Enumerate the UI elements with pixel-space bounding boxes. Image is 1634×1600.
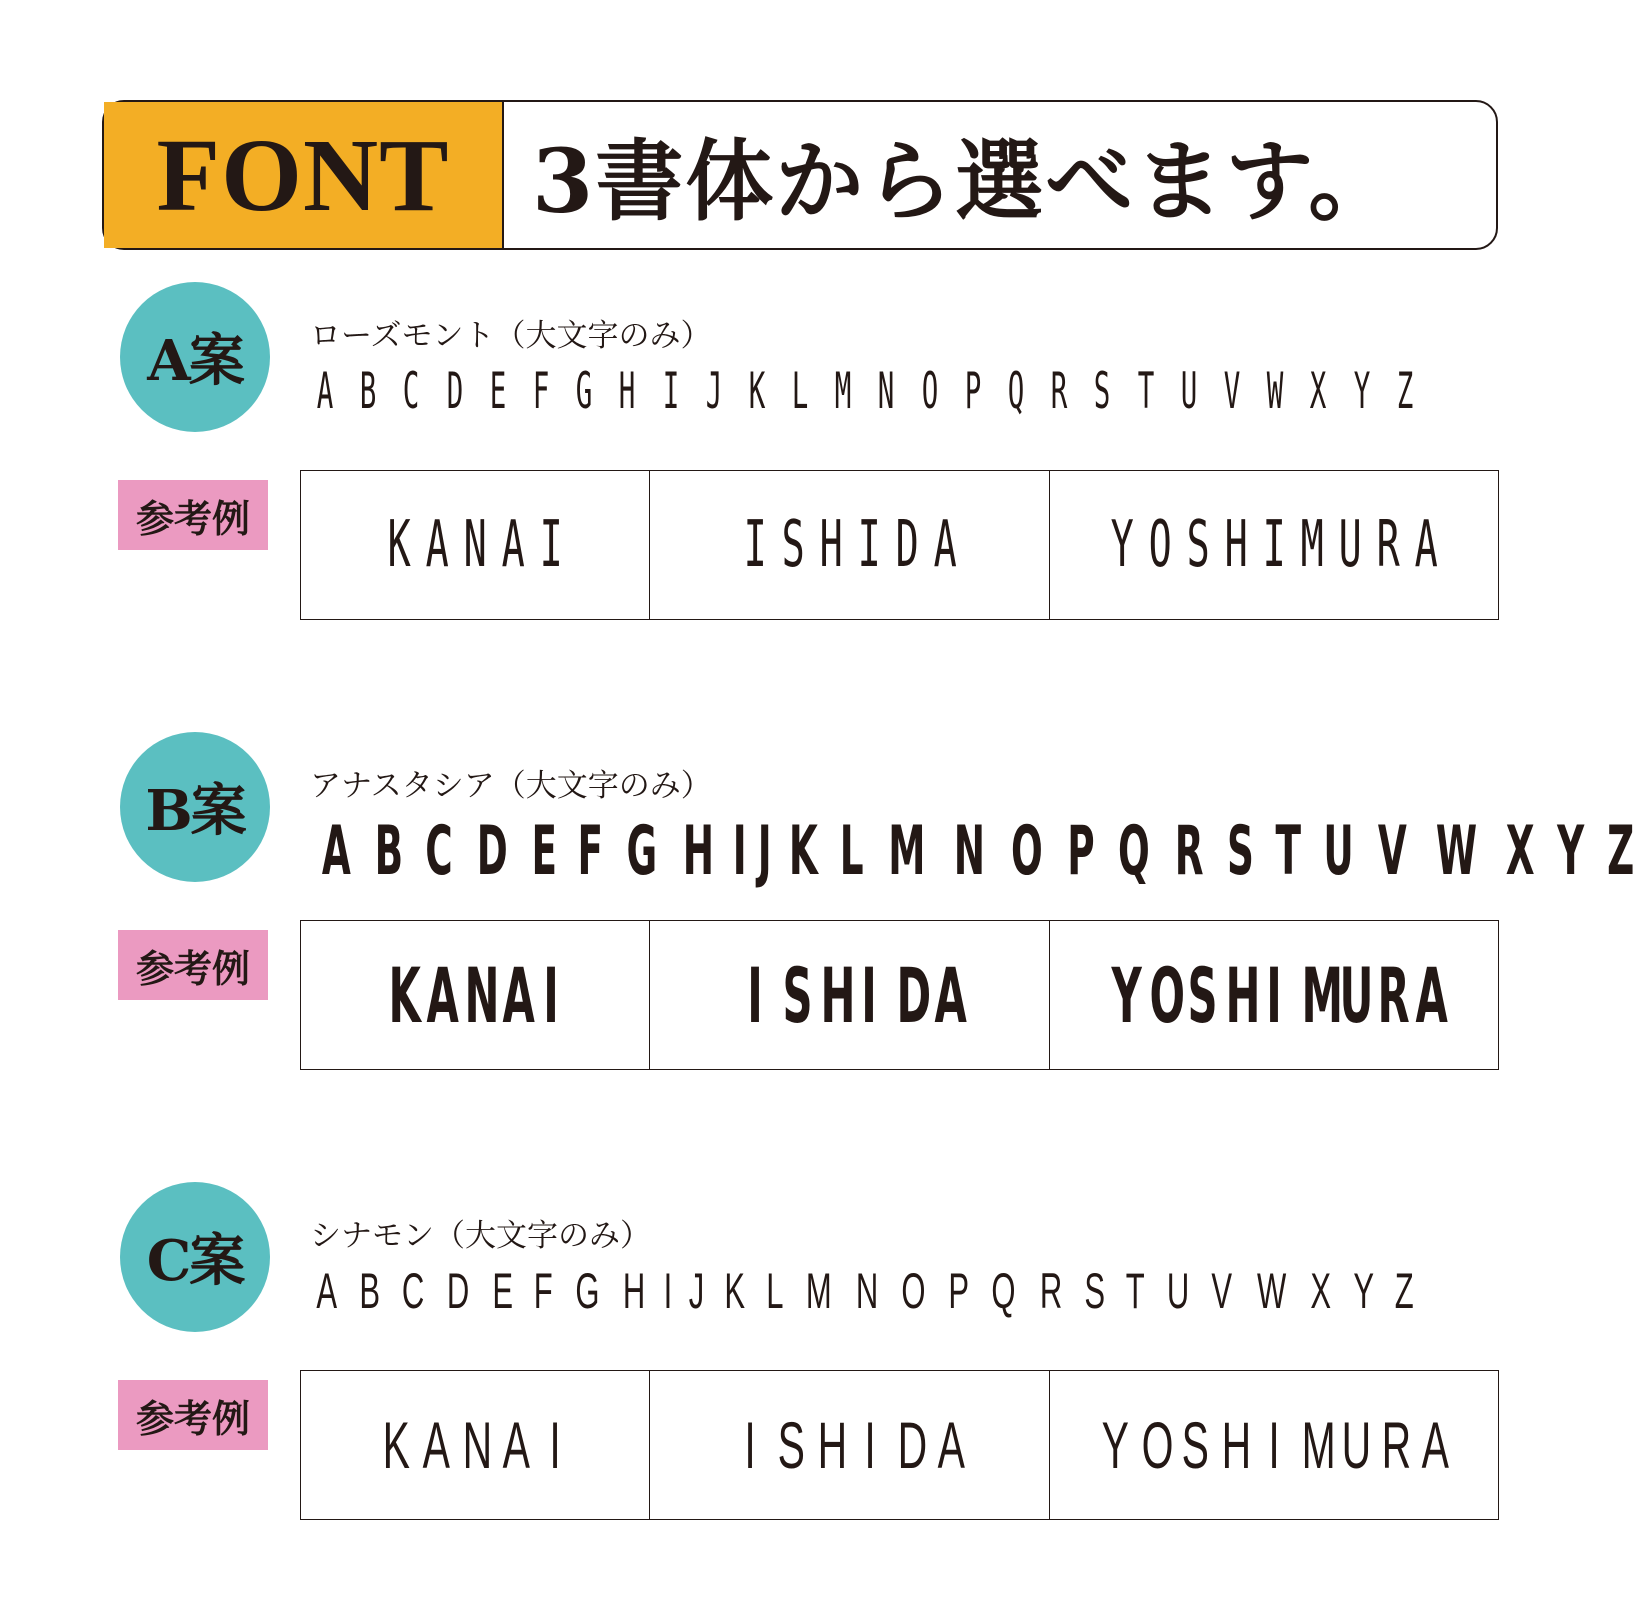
alphabet-letter: Z xyxy=(1606,812,1634,891)
example-letter: K xyxy=(382,1408,410,1482)
alphabet-letter: S xyxy=(1226,812,1254,891)
alphabet-letter: J xyxy=(688,1263,705,1319)
alphabet-letter: F xyxy=(533,1263,553,1319)
example-name xyxy=(730,1407,970,1483)
alphabet-letter: I xyxy=(662,362,679,420)
example-letter: I xyxy=(863,1408,876,1482)
option-badge: A案 xyxy=(120,282,270,432)
alphabet-letter: Z xyxy=(1396,362,1414,420)
font-name: ローズモント（大文字のみ） xyxy=(310,318,712,354)
example-letter: A xyxy=(1421,1408,1449,1482)
example-label: 参考例 xyxy=(118,1380,268,1450)
alphabet-sample xyxy=(310,812,1634,891)
alphabet-letter: B xyxy=(359,362,377,420)
example-table xyxy=(300,920,1499,1070)
example-letter: A xyxy=(425,508,449,582)
example-cell xyxy=(1049,1371,1498,1519)
alphabet-letter: S xyxy=(1084,1263,1105,1319)
alphabet-letter: W xyxy=(1266,362,1284,420)
example-letter: I xyxy=(746,950,763,1040)
alphabet-letter: C xyxy=(425,812,454,891)
alphabet-letter: H xyxy=(622,1263,646,1319)
alphabet-letter: X xyxy=(1310,362,1327,420)
example-letter: R xyxy=(1377,950,1410,1040)
alphabet-letter: J xyxy=(757,812,772,891)
example-letter: N xyxy=(463,508,487,582)
example-letter: K xyxy=(387,508,411,582)
alphabet-letter: X xyxy=(1505,812,1535,891)
alphabet-letter: Y xyxy=(1353,362,1370,420)
alphabet-letter: I xyxy=(663,1263,673,1319)
alphabet-letter: L xyxy=(791,362,809,420)
alphabet-letter: A xyxy=(321,812,351,891)
alphabet-letter: C xyxy=(403,362,420,420)
example-letter: I xyxy=(549,1408,561,1482)
example-letter: S xyxy=(777,1408,805,1482)
example-letter: H xyxy=(820,950,856,1040)
alphabet-letter: R xyxy=(1175,812,1204,891)
example-letter: I xyxy=(1268,1408,1280,1482)
alphabet-letter: T xyxy=(1137,362,1154,420)
alphabet-letter: K xyxy=(748,362,766,420)
alphabet-letter: B xyxy=(358,1263,380,1319)
font-tag: FONT xyxy=(104,102,504,248)
example-letter: O xyxy=(1141,1408,1174,1482)
alphabet-letter: D xyxy=(447,1263,470,1319)
example-letter: H xyxy=(1221,1408,1252,1482)
example-letter: A xyxy=(933,508,957,582)
alphabet-letter: Z xyxy=(1394,1263,1414,1319)
alphabet-letter: P xyxy=(948,1263,969,1319)
example-letter: I xyxy=(1266,950,1282,1040)
example-letter: M xyxy=(1301,1408,1336,1482)
alphabet-letter: W xyxy=(1435,812,1477,891)
example-cell xyxy=(301,471,649,619)
alphabet-letter: K xyxy=(724,1263,746,1319)
example-letter: Y xyxy=(1111,950,1142,1040)
example-letter: H xyxy=(1225,950,1261,1040)
example-letter: I xyxy=(860,950,877,1040)
example-cell xyxy=(649,1371,1049,1519)
alphabet-letter: V xyxy=(1223,362,1241,420)
example-name xyxy=(380,951,570,1040)
example-cell xyxy=(301,1371,649,1519)
example-letter: D xyxy=(896,950,931,1040)
example-letter: A xyxy=(426,950,459,1040)
alphabet-letter: I xyxy=(732,812,747,891)
alphabet-letter: C xyxy=(401,1263,425,1319)
example-cell xyxy=(1049,471,1498,619)
example-letter: I xyxy=(743,508,767,582)
option-badge: B案 xyxy=(120,732,270,882)
alphabet-letter: Q xyxy=(1007,362,1025,420)
alphabet-letter: D xyxy=(477,812,509,891)
example-cell xyxy=(1049,921,1498,1069)
alphabet-letter: Q xyxy=(1118,812,1151,891)
example-name xyxy=(1094,1407,1454,1483)
example-letter: S xyxy=(781,508,805,582)
example-letter: A xyxy=(422,1408,450,1482)
alphabet-letter: H xyxy=(619,362,636,420)
alphabet-letter: L xyxy=(839,812,864,891)
example-name xyxy=(736,508,964,582)
example-letter: O xyxy=(1149,950,1186,1040)
example-letter: Y xyxy=(1101,1408,1129,1482)
example-name xyxy=(1103,508,1445,582)
alphabet-letter: E xyxy=(491,1263,513,1319)
example-letter: H xyxy=(1224,508,1248,582)
example-letter: A xyxy=(934,950,967,1040)
example-letter: A xyxy=(502,950,535,1040)
alphabet-letter: T xyxy=(1126,1263,1146,1319)
alphabet-letter: M xyxy=(888,812,926,891)
option-badge: C案 xyxy=(120,1182,270,1332)
example-letter: R xyxy=(1381,1408,1412,1482)
font-option-c xyxy=(0,1180,1600,1540)
alphabet-letter: U xyxy=(1180,362,1198,420)
example-letter: A xyxy=(1414,508,1438,582)
page-title: 3書体から選べます。 xyxy=(532,129,1399,233)
example-name xyxy=(736,950,967,1040)
alphabet-letter: G xyxy=(575,1263,600,1319)
example-name xyxy=(380,508,570,582)
example-letter: O xyxy=(1148,508,1172,582)
header-banner xyxy=(102,100,1498,250)
alphabet-letter: U xyxy=(1323,812,1354,891)
alphabet-letter: F xyxy=(532,362,550,420)
example-letter: A xyxy=(502,1408,530,1482)
alphabet-letter: V xyxy=(1211,1263,1233,1319)
example-letter: N xyxy=(464,950,500,1040)
alphabet-letter: N xyxy=(855,1263,878,1319)
example-name xyxy=(375,1407,575,1483)
example-cell xyxy=(649,921,1049,1069)
example-letter: Y xyxy=(1110,508,1134,582)
example-letter: D xyxy=(897,1408,927,1482)
example-name xyxy=(1103,950,1448,1040)
example-cell xyxy=(301,921,649,1069)
alphabet-letter: O xyxy=(1010,812,1043,891)
example-letter: I xyxy=(857,508,881,582)
font-option-b xyxy=(0,730,1634,1090)
alphabet-letter: L xyxy=(766,1263,784,1319)
alphabet-letter: R xyxy=(1050,362,1068,420)
alphabet-letter: B xyxy=(374,812,403,891)
alphabet-letter: Q xyxy=(991,1263,1016,1319)
alphabet-letter: E xyxy=(531,812,557,891)
example-table xyxy=(300,1370,1499,1520)
alphabet-letter: X xyxy=(1310,1263,1332,1319)
alphabet-sample xyxy=(310,1262,1420,1320)
alphabet-letter: Y xyxy=(1353,1263,1374,1319)
example-letter: S xyxy=(1181,1408,1209,1482)
example-letter: U xyxy=(1338,508,1362,582)
example-letter: I xyxy=(543,950,559,1040)
alphabet-letter: N xyxy=(953,812,985,891)
alphabet-letter: P xyxy=(1066,812,1095,891)
example-letter: S xyxy=(1187,950,1218,1040)
example-letter: A xyxy=(501,508,525,582)
example-cell xyxy=(649,471,1049,619)
alphabet-letter: R xyxy=(1039,1263,1062,1319)
example-letter: U xyxy=(1339,950,1374,1040)
alphabet-letter: F xyxy=(577,812,604,891)
example-letter: M xyxy=(1301,950,1344,1040)
alphabet-letter: N xyxy=(878,362,895,420)
alphabet-letter: Y xyxy=(1557,812,1585,891)
example-letter: U xyxy=(1341,1408,1372,1482)
alphabet-letter: S xyxy=(1094,362,1111,420)
alphabet-letter: O xyxy=(901,1263,926,1319)
alphabet-letter: G xyxy=(626,812,658,891)
example-letter: S xyxy=(782,950,813,1040)
example-table xyxy=(300,470,1499,620)
example-letter: D xyxy=(895,508,919,582)
alphabet-letter: U xyxy=(1166,1263,1190,1319)
example-letter: I xyxy=(539,508,563,582)
alphabet-letter: M xyxy=(835,362,852,420)
font-option-a xyxy=(0,280,1600,640)
alphabet-letter: O xyxy=(921,362,938,420)
alphabet-letter: D xyxy=(446,362,463,420)
example-letter: A xyxy=(937,1408,965,1482)
example-letter: I xyxy=(743,1408,756,1482)
alphabet-letter: A xyxy=(316,1263,338,1319)
alphabet-letter: G xyxy=(575,362,593,420)
alphabet-letter: M xyxy=(805,1263,832,1319)
alphabet-letter: K xyxy=(788,812,818,891)
alphabet-letter: A xyxy=(316,362,334,420)
alphabet-letter: H xyxy=(682,812,714,891)
example-letter: K xyxy=(388,950,421,1040)
example-letter: I xyxy=(1262,508,1286,582)
example-letter: N xyxy=(462,1408,493,1482)
alphabet-letter: E xyxy=(489,362,507,420)
alphabet-letter: J xyxy=(705,362,723,420)
example-letter: S xyxy=(1186,508,1210,582)
example-label: 参考例 xyxy=(118,480,268,550)
alphabet-letter: P xyxy=(964,362,982,420)
alphabet-letter: V xyxy=(1378,812,1407,891)
example-letter: H xyxy=(817,1408,847,1482)
alphabet-letter: W xyxy=(1256,1263,1287,1319)
font-name: シナモン（大文字のみ） xyxy=(310,1218,651,1254)
example-letter: A xyxy=(1415,950,1448,1040)
font-name: アナスタシア（大文字のみ） xyxy=(310,768,712,804)
example-letter: R xyxy=(1376,508,1400,582)
example-letter: M xyxy=(1300,508,1324,582)
example-label: 参考例 xyxy=(118,930,268,1000)
example-letter: H xyxy=(819,508,843,582)
alphabet-sample xyxy=(310,362,1420,420)
alphabet-letter: T xyxy=(1275,812,1301,891)
